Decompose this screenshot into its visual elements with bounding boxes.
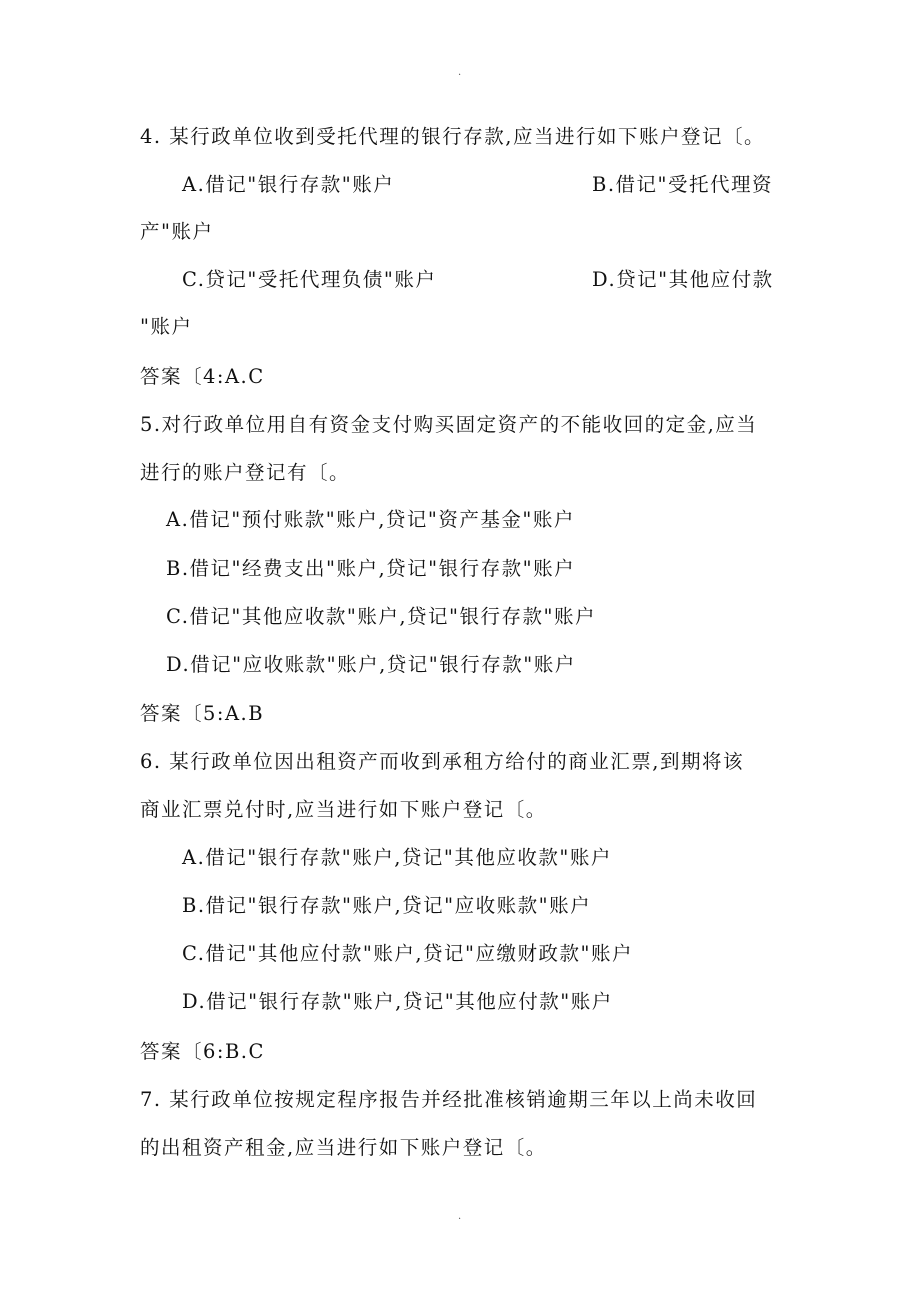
question-6-text-line2: 商业汇票兑付时,应当进行如下账户登记〔。: [140, 798, 547, 821]
question-4-option-a: A.借记"银行存款"账户: [182, 173, 395, 196]
question-5-answer: 答案〔5:A.B: [140, 702, 265, 725]
question-6-option-a: A.借记"银行存款"账户,贷记"其他应收款"账户: [182, 846, 612, 869]
question-4-answer: 答案〔4:A.C: [140, 365, 265, 388]
question-6-option-d: D.借记"银行存款"账户,贷记"其他应付款"账户: [182, 990, 613, 1013]
header-dot: .: [458, 67, 462, 78]
question-4-option-d-continued: "账户: [140, 315, 193, 338]
question-5-option-c: C.借记"其他应收款"账户,贷记"银行存款"账户: [166, 605, 596, 628]
question-5-option-d: D.借记"应收账款"账户,贷记"银行存款"账户: [166, 653, 576, 676]
question-5-text-line2: 进行的账户登记有〔。: [140, 461, 351, 484]
question-7-text-line1: 7. 某行政单位按规定程序报告并经批准核销逾期三年以上尚未收回: [140, 1088, 758, 1111]
question-7-text-line2: 的出租资产租金,应当进行如下账户登记〔。: [140, 1136, 547, 1159]
question-5-option-b: B.借记"经费支出"账户,贷记"银行存款"账户: [166, 557, 576, 580]
question-4-option-c: C.贷记"受托代理负债"账户: [182, 268, 437, 291]
question-4-text: 4. 某行政单位收到受托代理的银行存款,应当进行如下账户登记〔。: [140, 125, 766, 148]
question-6-option-c: C.借记"其他应付款"账户,贷记"应缴财政款"账户: [182, 942, 633, 965]
question-4-option-b-continued: 产"账户: [140, 220, 214, 243]
question-6-option-b: B.借记"银行存款"账户,贷记"应收账款"账户: [182, 894, 592, 917]
question-5-text-line1: 5.对行政单位用自有资金支付购买固定资产的不能收回的定金,应当: [140, 413, 758, 436]
footer-dot: .: [458, 1211, 462, 1222]
question-6-answer: 答案〔6:B.C: [140, 1040, 265, 1063]
question-4-option-b: B.借记"受托代理资: [592, 173, 773, 196]
question-5-option-a: A.借记"预付账款"账户,贷记"资产基金"账户: [166, 508, 575, 531]
question-6-text-line1: 6. 某行政单位因出租资产而收到承租方给付的商业汇票,到期将该: [140, 750, 745, 773]
question-4-option-d: D.贷记"其他应付款: [592, 268, 774, 291]
